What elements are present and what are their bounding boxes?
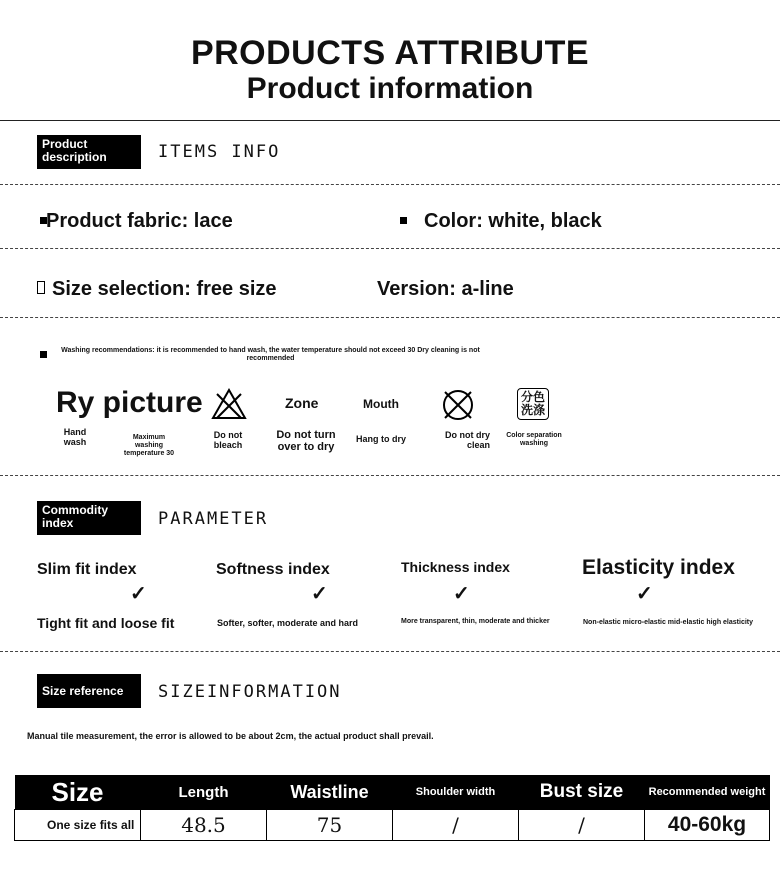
index-description: Non-elastic micro-elastic mid-elastic high elasticity — [583, 619, 753, 626]
size-reference-tag: Size reference — [37, 674, 141, 708]
table-header-row — [15, 775, 770, 810]
fabric-attribute: Product fabric: lace — [46, 210, 233, 232]
divider — [0, 475, 780, 476]
index-label: Elasticity index — [582, 556, 735, 579]
no-dry-clean-icon — [441, 388, 475, 422]
color-separation-label: Color separation washing — [506, 432, 562, 447]
items-info-title: ITEMS INFO — [158, 142, 281, 162]
check-icon: ✓ — [311, 583, 328, 605]
commodity-index-tag: Commodity index — [37, 501, 141, 535]
index-label: Softness index — [216, 561, 330, 578]
index-label: Thickness index — [401, 559, 510, 575]
page-title: PRODUCTS ATTRIBUTE — [190, 34, 590, 72]
color-separation-icon: 分色 洗涤 — [517, 388, 549, 420]
color-attribute: Color: white, black — [424, 210, 602, 232]
hang-dry-label: Hang to dry — [355, 434, 406, 444]
bleach-triangle-icon — [211, 388, 247, 420]
no-bleach-label: Do not bleach — [213, 430, 243, 450]
divider — [0, 248, 780, 249]
ry-picture-label: Ry picture — [56, 386, 203, 419]
table-cell: / — [393, 810, 519, 841]
page-subtitle: Product information — [246, 72, 534, 105]
check-icon: ✓ — [453, 583, 470, 605]
table-row — [15, 810, 770, 841]
max-temp-label: Maximum washing temperature 30 — [123, 434, 175, 457]
bullet-square-icon — [400, 217, 407, 224]
index-description: Tight fit and loose fit — [37, 615, 175, 631]
bullet-square-icon — [40, 351, 47, 358]
column-header: Length — [141, 775, 267, 810]
mouth-label: Mouth — [363, 397, 399, 411]
washing-note: Washing recommendations: it is recommended to hand wash, the water temperature should not exceed 30 Dry cleaning is not recommended — [61, 347, 480, 362]
column-header: Waistline — [267, 775, 393, 810]
divider — [0, 184, 780, 185]
divider — [0, 651, 780, 652]
table-cell: / — [519, 810, 645, 841]
column-header: Shoulder width — [393, 775, 519, 810]
index-description: Softer, softer, moderate and hard — [217, 618, 359, 628]
size-information-title: SIZEINFORMATION — [158, 682, 342, 702]
divider — [0, 120, 780, 121]
hand-wash-label: Hand wash — [63, 427, 87, 447]
table-cell: One size fits all — [15, 810, 141, 841]
divider — [0, 317, 780, 318]
measurement-note: Manual tile measurement, the error is allowed to be about 2cm, the actual product shall prevail. — [27, 731, 434, 741]
no-dry-clean-label: Do not dry clean — [445, 430, 490, 450]
column-header: Bust size — [519, 775, 645, 810]
size-table — [14, 775, 770, 841]
parameter-title: PARAMETER — [158, 509, 269, 529]
index-description: More transparent, thin, moderate and thicker — [401, 618, 550, 625]
check-icon: ✓ — [636, 583, 653, 605]
zone-label: Zone — [285, 395, 319, 411]
size-attribute: Size selection: free size — [52, 278, 277, 300]
product-description-tag: Product description — [37, 135, 141, 169]
index-label: Slim fit index — [37, 561, 137, 578]
table-cell: 75 — [267, 810, 393, 841]
table-cell: 48.5 — [141, 810, 267, 841]
box-glyph-icon — [37, 281, 45, 294]
version-attribute: Version: a-line — [377, 278, 514, 300]
check-icon: ✓ — [130, 583, 147, 605]
column-header: Size — [15, 775, 141, 810]
no-turn-label: Do not turn over to dry — [276, 429, 336, 453]
column-header: Recommended weight — [645, 775, 770, 810]
table-cell: 40-60kg — [645, 810, 770, 841]
